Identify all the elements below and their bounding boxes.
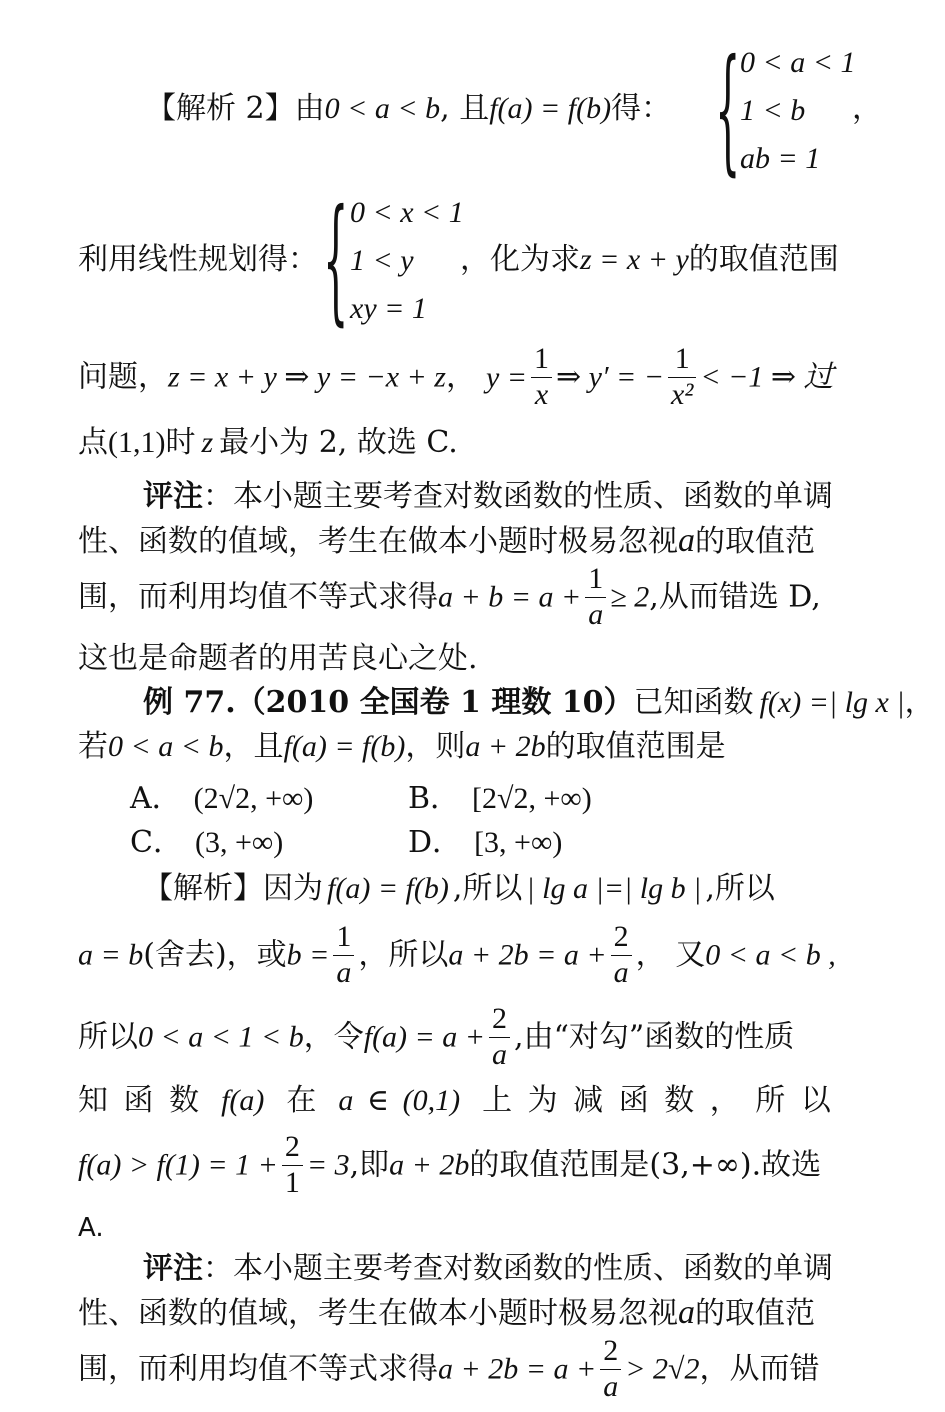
solution-line4	[78, 1084, 831, 1117]
fraction-numerator: 1	[668, 342, 696, 378]
comment1-text: 性、函数的值域，考生在做本小题时极易忽视	[78, 524, 678, 559]
option-key: A．	[130, 781, 182, 816]
fraction	[531, 342, 552, 412]
example-text: 的取值范围是	[545, 729, 726, 764]
option-value: [2√2, +∞)	[472, 782, 592, 815]
example-line1	[143, 686, 935, 719]
fraction-numerator: 2	[282, 1130, 303, 1166]
example-text: 若	[78, 729, 108, 764]
fraction-denominator: x²	[671, 377, 694, 411]
fraction-numerator: 2	[489, 1002, 510, 1038]
analysis2-suffix: 得：	[611, 91, 672, 126]
option-c[interactable]	[130, 826, 283, 859]
option-d[interactable]	[408, 826, 562, 859]
comment1-text: ：本小题主要考查对数函数的性质、函数的单调	[203, 479, 833, 514]
solution-eq: f(a) = a +	[363, 1020, 486, 1054]
solution-text: ， 又	[635, 937, 706, 973]
option-b[interactable]	[408, 782, 592, 815]
solution-eq: a + 2b	[389, 1148, 470, 1182]
lp-system-row: 0 < x < 1	[350, 196, 464, 229]
solution-eq: b =	[286, 938, 330, 972]
solution-eq: | lg a |=| lg b |	[526, 872, 702, 905]
fraction	[282, 1130, 303, 1200]
example-func: f(x) =| lg x |	[759, 686, 905, 719]
analysis2-cond: 0 < a < b	[324, 92, 441, 125]
analysis2-mid: , 且	[440, 91, 490, 126]
problem-tail: < −1 ⇒ 过	[700, 360, 834, 394]
comment1-var: a	[678, 522, 695, 559]
option-a[interactable]	[130, 782, 313, 815]
fraction-numerator: 2	[600, 1334, 621, 1370]
example-cond: 0 < a < b	[108, 730, 224, 763]
lp-suffix: 的取值范围	[688, 242, 839, 277]
lp-expr: z = x + y	[580, 243, 689, 276]
solution-eq: = 3	[306, 1148, 350, 1182]
fraction-denominator: a	[613, 955, 629, 989]
comment1-text: ,从而错选 D,	[649, 579, 821, 615]
solution-text: 【解析】因为	[143, 871, 323, 906]
solution-text: 知 函 数	[78, 1083, 200, 1118]
comment2-text: ：本小题主要考查对数函数的性质、函数的单调	[203, 1251, 833, 1286]
solution-line3	[78, 1002, 794, 1072]
example-known: 已知函数	[633, 685, 754, 720]
comment1-text: 围，而利用均值不等式求得	[78, 579, 438, 615]
solution-eq: f(a)	[221, 1084, 265, 1117]
lp-mid: ，化为求	[460, 242, 580, 277]
solution-line5	[78, 1130, 821, 1200]
problem-implies: ⇒ y′ = −	[556, 360, 665, 394]
comment2-text: 围，而利用均值不等式求得	[78, 1351, 438, 1387]
solution-text: 上 为 减 函 数 ， 所 以	[482, 1083, 831, 1118]
comment1-label: 评注	[143, 479, 203, 514]
problem-y-eq: y =	[485, 360, 528, 394]
solution-eq: 0 < a < b ,	[705, 938, 836, 972]
option-value: (3, +∞)	[194, 826, 284, 859]
example-eq: f(a) = f(b)	[283, 730, 406, 763]
option-value: (2√2, +∞)	[193, 782, 314, 815]
comment1-line1	[143, 480, 833, 513]
solution-text: ,所以	[452, 871, 523, 906]
problem-sep: ，	[445, 359, 476, 395]
option-key: C．	[130, 825, 183, 860]
solution-text: 的取值范围是(3,+∞).故选	[469, 1147, 822, 1183]
analysis2-system-row: 1 < b	[740, 94, 806, 127]
solution-eq: f(a) = f(b)	[327, 872, 449, 905]
fraction-numerator: 2	[611, 920, 632, 956]
solution-text: (舍去)，或	[143, 937, 287, 973]
analysis2-system-row: 0 < a < 1	[740, 46, 856, 79]
comment1-line4: 这也是命题者的用苦良心之处.	[78, 641, 478, 676]
comment2-gt: > 2√2	[625, 1352, 700, 1386]
solution-text: ，所以	[358, 937, 449, 973]
point-line	[78, 426, 458, 459]
example-expr: a + 2b	[465, 730, 546, 763]
fraction	[668, 342, 696, 412]
analysis2-brace-icon: {	[715, 33, 741, 191]
fraction	[600, 1334, 621, 1404]
comment1-line2	[78, 522, 815, 559]
solution-line6: A.	[78, 1213, 104, 1243]
comment2-expr: a + 2b = a +	[438, 1352, 597, 1386]
problem-expr1: z = x + y ⇒ y = −x + z	[168, 360, 446, 394]
analysis2-line	[146, 92, 671, 125]
example-line2	[78, 730, 726, 763]
problem-line	[78, 342, 833, 412]
lp-system-row: xy = 1	[350, 292, 427, 325]
example-text: ，则	[405, 729, 466, 764]
solution-line2	[78, 920, 836, 990]
fraction-denominator: a	[492, 1037, 508, 1071]
point-value: (1,1)	[108, 426, 166, 459]
solution-text: 所以	[78, 1019, 138, 1055]
point-suffix: 最小为 2, 故选 C.	[219, 425, 458, 460]
example-title: 例 77.（2010 全国卷 1 理数 10）	[143, 685, 634, 720]
comment1-expr: a + b = a +	[438, 580, 582, 614]
point-z: z	[201, 426, 214, 459]
comment2-line3	[78, 1334, 819, 1404]
comment2-line1	[143, 1252, 833, 1285]
fraction	[611, 920, 632, 990]
problem-prefix: 问题，	[78, 359, 168, 395]
solution-text: ,所以	[705, 871, 775, 906]
fraction-denominator: a	[603, 1369, 619, 1403]
solution-text: ,由“对勾”函数的性质	[514, 1019, 795, 1055]
fraction-denominator: a	[336, 955, 352, 989]
lp-brace-icon: {	[323, 183, 349, 341]
solution-eq: f(a) > f(1) = 1 +	[78, 1148, 278, 1182]
comment2-text: 的取值范	[695, 1296, 815, 1331]
comment1-ge: ≥ 2	[610, 580, 650, 614]
fraction-denominator: a	[588, 597, 604, 631]
comment2-text: ，从而错	[699, 1351, 820, 1387]
fraction-denominator: x	[534, 377, 549, 411]
solution-text: ,即	[349, 1147, 390, 1183]
fraction-numerator: 1	[531, 342, 552, 378]
point-prefix: 点	[78, 425, 108, 460]
comment1-text: 的取值范	[695, 524, 815, 559]
analysis2-prefix: 【解析 2】由	[146, 91, 325, 126]
comment2-line2	[78, 1294, 815, 1331]
solution-text: ，令	[303, 1019, 364, 1055]
solution-eq: a = b	[78, 938, 144, 972]
lp-tail	[460, 243, 839, 276]
fraction	[333, 920, 354, 990]
fraction-denominator: 1	[284, 1165, 300, 1199]
lp-prefix: 利用线性规划得：	[78, 242, 318, 277]
option-key: B．	[408, 781, 461, 816]
lp-system-row: 1 < y	[350, 244, 414, 277]
point-mid: 时	[165, 425, 196, 460]
solution-line1	[143, 872, 775, 905]
option-value: [3, +∞)	[474, 826, 563, 859]
fraction-numerator: 1	[333, 920, 354, 956]
example-comma: ，	[904, 685, 935, 720]
comment2-var: a	[678, 1294, 695, 1331]
fraction-numerator: 1	[585, 562, 606, 598]
solution-text: 在	[286, 1083, 317, 1118]
comment2-label: 评注	[143, 1251, 203, 1286]
solution-eq: 0 < a < 1 < b	[138, 1020, 304, 1054]
analysis2-tail: ，	[852, 91, 882, 126]
comment1-line3	[78, 562, 821, 632]
option-key: D．	[408, 825, 463, 860]
comment2-text: 性、函数的值域，考生在做本小题时极易忽视	[78, 1296, 678, 1331]
analysis2-system-row: ab = 1	[740, 142, 821, 175]
example-text: ，且	[223, 729, 284, 764]
solution-eq: a + 2b = a +	[448, 938, 607, 972]
solution-eq: a ∈ (0,1)	[338, 1084, 461, 1117]
analysis2-eq: f(a) = f(b)	[489, 92, 612, 125]
fraction	[489, 1002, 510, 1072]
fraction	[585, 562, 606, 632]
